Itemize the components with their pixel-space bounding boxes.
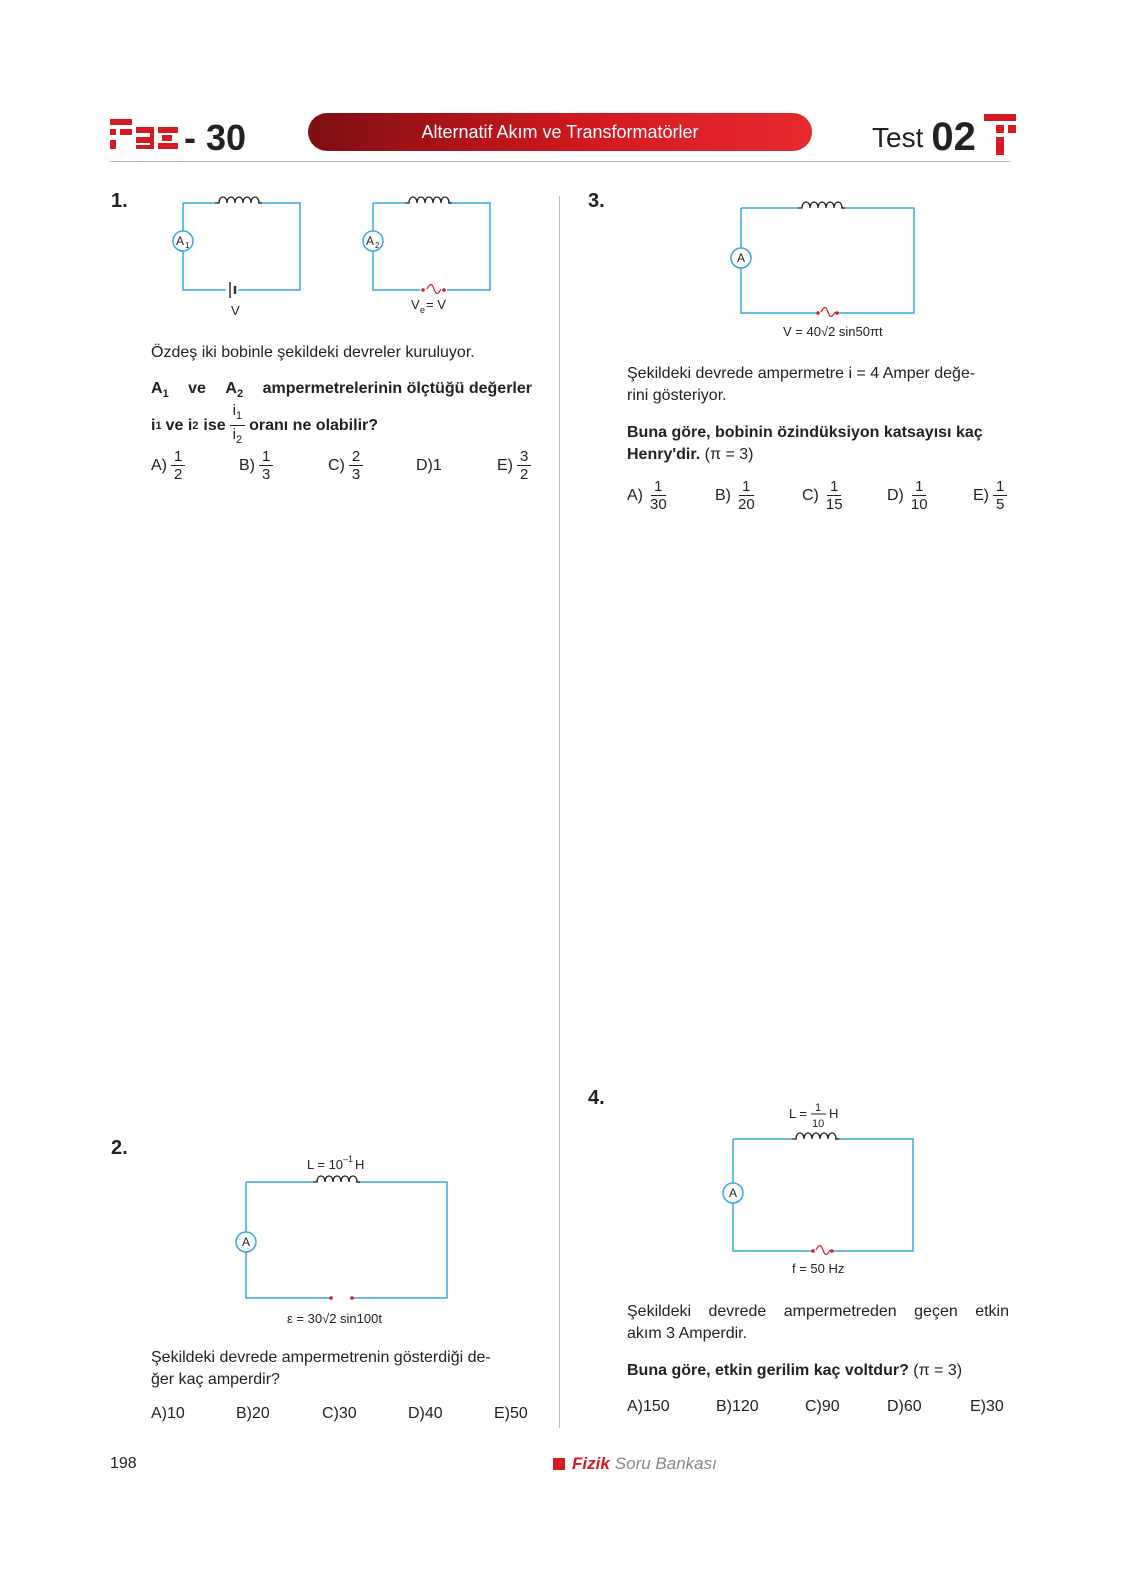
test-label bbox=[872, 112, 1018, 158]
choice-d[interactable]: D) 40 bbox=[408, 1405, 443, 1422]
inductor-icon bbox=[792, 1133, 839, 1139]
question-3-choices bbox=[627, 478, 1009, 520]
book-subject: Fizik bbox=[572, 1454, 610, 1473]
inductor-icon bbox=[798, 202, 845, 208]
ac-source-label: V bbox=[411, 297, 420, 312]
circuit-2-diagram bbox=[363, 197, 490, 315]
inductor-exponent: –1 bbox=[343, 1154, 354, 1164]
choice-e[interactable]: E) 50 bbox=[494, 1405, 528, 1422]
question-2-prompt: Şekildeki devrede ampermetrenin gösterdiği de- ğer kaç amperdir? bbox=[151, 1349, 491, 1388]
test-number: 02 bbox=[931, 115, 976, 159]
ac-source-icon bbox=[427, 285, 441, 294]
choice-b[interactable]: B) $\frac{1}{20}$ bbox=[715, 478, 755, 513]
chapter-banner bbox=[308, 113, 812, 151]
question-4-prompt: Buna göre, etkin gerilim kaç voltdur? (π = 3) bbox=[627, 1362, 963, 1379]
question-4-text: Şekildeki devrede ampermetreden geçen etkin akım 3 Amperdir. bbox=[627, 1303, 1009, 1342]
choice-c[interactable]: C) 30 bbox=[322, 1405, 357, 1422]
question-4-number: 4. bbox=[588, 1087, 605, 1109]
choice-c[interactable]: C) $\frac{1}{15}$ bbox=[802, 478, 843, 513]
choice-e[interactable]: E) 30 bbox=[970, 1398, 1004, 1415]
column-divider bbox=[559, 196, 560, 1428]
inductor-unit: H bbox=[829, 1106, 839, 1121]
red-square-icon bbox=[553, 1458, 565, 1470]
dc-source-label: V bbox=[231, 303, 240, 318]
ac-source-sub: e bbox=[420, 305, 426, 315]
ammeter-label: A bbox=[737, 251, 746, 265]
inductor-2-icon bbox=[405, 197, 452, 203]
inductor-prefix: L = bbox=[789, 1106, 807, 1121]
ammeter-1-sub: 1 bbox=[185, 241, 190, 250]
inductor-icon bbox=[313, 1176, 360, 1182]
page-number: 198 bbox=[110, 1455, 137, 1472]
question-4-choices bbox=[627, 1398, 1009, 1422]
inductor-fraction-numerator: 1 bbox=[815, 1102, 822, 1114]
ammeter-label: A bbox=[729, 1186, 738, 1200]
ammeter-label: A bbox=[242, 1235, 251, 1249]
question-1-prompt-line1: $A_1$ ve $A_2$ ampermetrelerinin ölçtüğü değerler bbox=[151, 380, 532, 401]
choice-e[interactable]: E) $\frac{1}{5}$ bbox=[973, 478, 1007, 513]
question-1-number: 1. bbox=[111, 190, 128, 212]
chapter-title: Alternatif Akım ve Transformatörler bbox=[421, 121, 699, 142]
ammeter-2-sub: 2 bbox=[375, 241, 380, 250]
source-label: V = 40√2 sin50πt bbox=[783, 324, 883, 339]
inductor-label: L = 10 bbox=[307, 1157, 344, 1172]
question-1-prompt-line2: i 1 ve i 2 ise $\frac{i_1}{i_2}$ oranı ne olabilir? bbox=[151, 402, 379, 446]
ac-source-rest: = V bbox=[426, 297, 446, 312]
brand-logo bbox=[110, 113, 255, 158]
question-4-circuit bbox=[712, 1098, 927, 1278]
source-label: f = 50 Hz bbox=[792, 1261, 845, 1276]
inductor-unit: H bbox=[355, 1157, 365, 1172]
source-terminal-icon bbox=[329, 1296, 333, 1300]
choice-e[interactable]: E) $\frac{3}{2}$ bbox=[497, 448, 531, 483]
choice-c[interactable]: C) $\frac{2}{3}$ bbox=[328, 448, 363, 483]
inductor-1-icon bbox=[215, 197, 262, 203]
ac-source-icon bbox=[816, 1246, 830, 1255]
question-3-circuit bbox=[720, 195, 930, 345]
choice-b[interactable]: B) 20 bbox=[236, 1405, 270, 1422]
test-badge-icon bbox=[982, 112, 1018, 158]
circuit-1-diagram bbox=[173, 197, 300, 318]
choice-a[interactable]: A) $\frac{1}{2}$ bbox=[151, 448, 185, 483]
choice-d[interactable]: D) $\frac{1}{10}$ bbox=[887, 478, 928, 513]
question-2-number: 2. bbox=[111, 1137, 128, 1159]
ac-source-icon bbox=[821, 308, 835, 317]
choice-a[interactable]: A) $\frac{1}{30}$ bbox=[627, 478, 667, 513]
question-2-choices bbox=[151, 1405, 533, 1429]
choice-c[interactable]: C) 90 bbox=[805, 1398, 840, 1415]
choice-a[interactable]: A) 150 bbox=[627, 1398, 670, 1415]
ammeter-2-label: A bbox=[366, 234, 375, 248]
question-3-text: Şekildeki devrede ampermetre i = 4 Amper değe- rini gösteriyor. bbox=[627, 365, 976, 404]
choice-d[interactable]: D) 1 bbox=[416, 457, 442, 474]
question-3-prompt: Buna göre, bobinin özindüksiyon katsayısı kaç Henry'dir. (π = 3) bbox=[627, 424, 983, 463]
question-2-circuit bbox=[225, 1150, 465, 1335]
test-word: Test bbox=[872, 122, 924, 153]
header-divider bbox=[110, 161, 1010, 162]
source-label: ε = 30√2 sin100t bbox=[287, 1311, 382, 1326]
question-1-text: Özdeş iki bobinle şekildeki devreler kuruluyor. bbox=[151, 344, 475, 361]
faz-logo-icon bbox=[110, 113, 255, 158]
book-title bbox=[553, 1454, 717, 1474]
question-1-circuits bbox=[160, 190, 520, 320]
logo-number: - 30 bbox=[184, 117, 247, 158]
choice-b[interactable]: B) 120 bbox=[716, 1398, 759, 1415]
choice-b[interactable]: B) $\frac{1}{3}$ bbox=[239, 448, 273, 483]
book-series: Soru Bankası bbox=[614, 1454, 717, 1473]
question-3-number: 3. bbox=[588, 190, 605, 212]
choice-a[interactable]: A) 10 bbox=[151, 1405, 185, 1422]
choice-d[interactable]: D) 60 bbox=[887, 1398, 922, 1415]
question-1-choices bbox=[151, 448, 533, 488]
ammeter-1-label: A bbox=[176, 234, 185, 248]
inductor-fraction-denominator: 10 bbox=[812, 1118, 825, 1130]
